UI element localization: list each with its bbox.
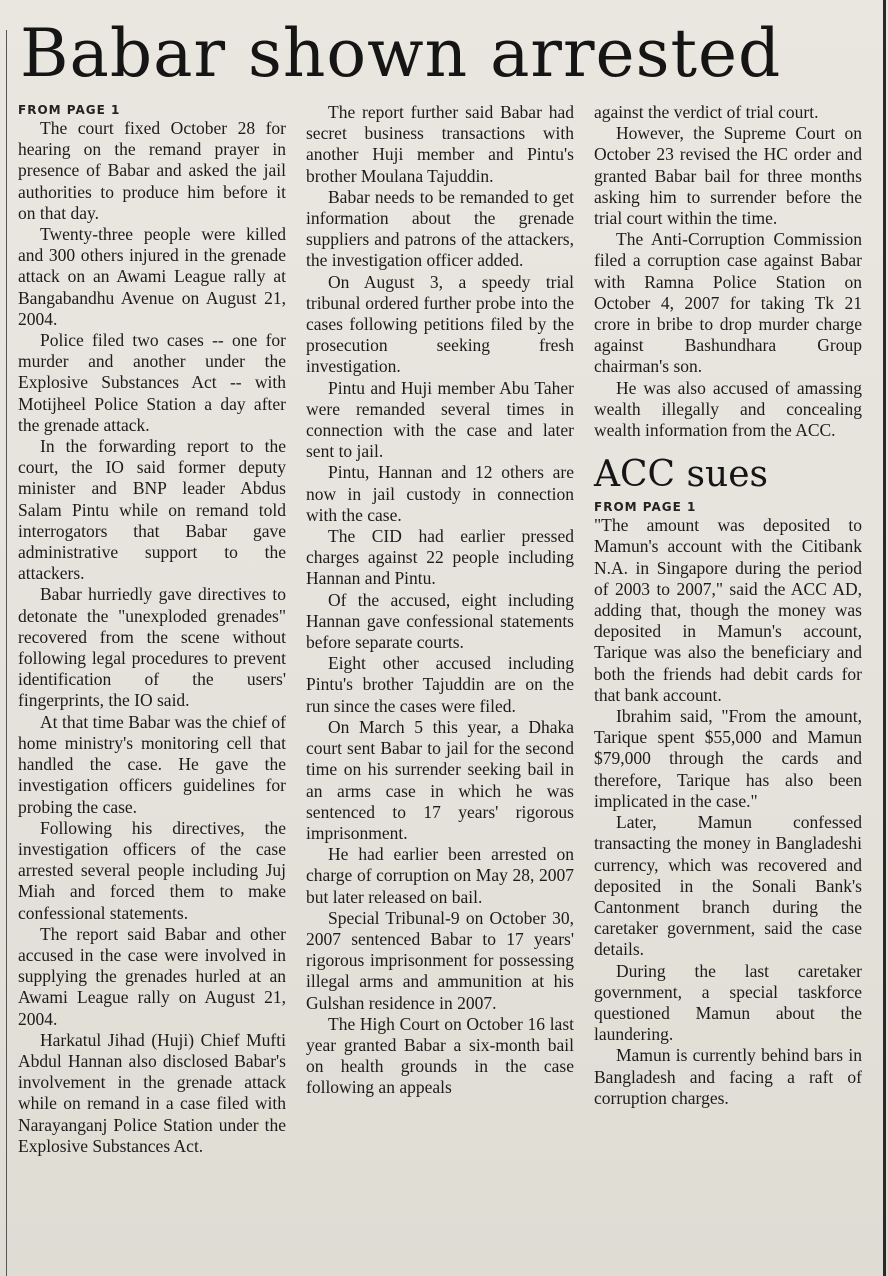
paragraph: Eight other accused including Pintu's brother Tajuddin are on the run since the cases were filed.	[306, 653, 574, 716]
paragraph: The Anti-Corruption Commission filed a corruption case against Babar with Ramna Police Station on October 4, 2007 for taking Tk 21 crore in bribe to drop murder charge against Bashundhara Group chairman's son.	[594, 229, 862, 377]
paragraph: On August 3, a speedy trial tribunal ordered further probe into the cases following petitions filed by the prosecution seeking fresh investigation.	[306, 271, 574, 377]
paragraph: Later, Mamun confessed transacting the money in Bangladeshi currency, which was recovered and deposited in the Sonali Bank's Cantonment branch during the caretaker government, said the case details.	[594, 812, 862, 960]
article-columns	[18, 102, 870, 1157]
paragraph: Mamun is currently behind bars in Bangladesh and facing a raft of corruption charges.	[594, 1045, 862, 1108]
kicker-from-page-1: FROM PAGE 1	[594, 500, 697, 515]
column-3	[594, 102, 862, 1157]
paragraph: The CID had earlier pressed charges against 22 people including Hannan and Pintu.	[306, 526, 574, 589]
paragraph: At that time Babar was the chief of home ministry's monitoring cell that handled the case. He gave the investigation officers guidelines for probing the case.	[18, 711, 286, 817]
paragraph: During the last caretaker government, a special taskforce questioned Mamun about the laundering.	[594, 960, 862, 1045]
paragraph-continuation: against the verdict of trial court.	[594, 102, 819, 122]
paragraph: Pintu and Huji member Abu Taher were remanded several times in connection with the case and later sent to jail.	[306, 377, 574, 462]
subheadline-acc-sues: ACC sues	[594, 454, 768, 496]
paragraph: He had earlier been arrested on charge of corruption on May 28, 2007 but later released on bail.	[306, 844, 574, 907]
paragraph: Special Tribunal-9 on October 30, 2007 sentenced Babar to 17 years' rigorous imprisonment for possessing illegal arms and ammunition at his Gulshan residence in 2007.	[306, 907, 574, 1013]
paragraph: The court fixed October 28 for hearing on the remand prayer in presence of Babar and asked the jail authorities to produce him before it on that day.	[18, 118, 286, 223]
column-rule-left	[6, 30, 7, 1276]
paragraph: However, the Supreme Court on October 23 revised the HC order and granted Babar bail for three months asking him to surrender before the trial court within the time.	[594, 123, 862, 229]
paragraph: Ibrahim said, "From the amount, Tarique spent $55,000 and Mamun $79,000 through the cards and therefore, Tarique has also been implicated in the case."	[594, 706, 862, 811]
column-rule-right	[883, 0, 886, 1276]
paragraph: He was also accused of amassing wealth illegally and concealing wealth information from the ACC.	[594, 377, 862, 441]
paragraph: On March 5 this year, a Dhaka court sent Babar to jail for the second time on his surrender seeking bail in an arms case in which he was sentenced to 17 years' rigorous imprisonment.	[306, 716, 574, 843]
headline: Babar shown arrested	[20, 15, 782, 92]
paragraph: Following his directives, the investigation officers of the case arrested several people including Juj Miah and forced them to make confessional statements.	[18, 817, 286, 923]
paragraph: Babar hurriedly gave directives to detonate the "unexploded grenades" recovered from the scene without following legal procedures to prevent identification of the users' fingerprints, the IO said.	[18, 584, 286, 711]
paragraph: Harkatul Jihad (Huji) Chief Mufti Abdul Hannan also disclosed Babar's involvement in the grenade attack while on remand in a case filed with Narayanganj Police Station under the Explosive Substances Act.	[18, 1029, 286, 1156]
paragraph: Babar needs to be remanded to get information about the grenade suppliers and patrons of the attackers, the investigation officer added.	[306, 186, 574, 271]
kicker-from-page-1: FROM PAGE 1	[18, 103, 121, 117]
paragraph: The report said Babar and other accused in the case were involved in supplying the grenades hurled at an Awami League rally on August 21, 2004.	[18, 923, 286, 1029]
column-1	[18, 102, 286, 1157]
paragraph: The High Court on October 16 last year granted Babar a six-month bail on health grounds in the case following an appeals	[306, 1013, 574, 1098]
paragraph: Of the accused, eight including Hannan gave confessional statements before separate courts.	[306, 589, 574, 653]
paragraph: Pintu, Hannan and 12 others are now in jail custody in connection with the case.	[306, 462, 574, 525]
column-2	[306, 102, 574, 1157]
paragraph: Twenty-three people were killed and 300 others injured in the grenade attack on an Awami League rally at Bangabandhu Avenue on August 21, 2004.	[18, 224, 286, 329]
paragraph: "The amount was deposited to Mamun's account with the Citibank N.A. in Singapore during the period of 2003 to 2007," said the ACC AD, adding that, though the money was deposited in Mamun's account, Tarique was also the beneficiary and both the friends had debit cards for that bank account.	[594, 515, 862, 705]
paragraph: The report further said Babar had secret business transactions with another Huji member and Pintu's brother Moulana Tajuddin.	[306, 102, 574, 186]
paragraph: Police filed two cases -- one for murder and another under the Explosive Substances Act -- with Motijheel Police Station a day after the grenade attack.	[18, 330, 286, 435]
paragraph: In the forwarding report to the court, the IO said former deputy minister and BNP leader Abdus Salam Pintu while on remand told interrogators that Babar gave administrative support to the attackers.	[18, 436, 286, 584]
